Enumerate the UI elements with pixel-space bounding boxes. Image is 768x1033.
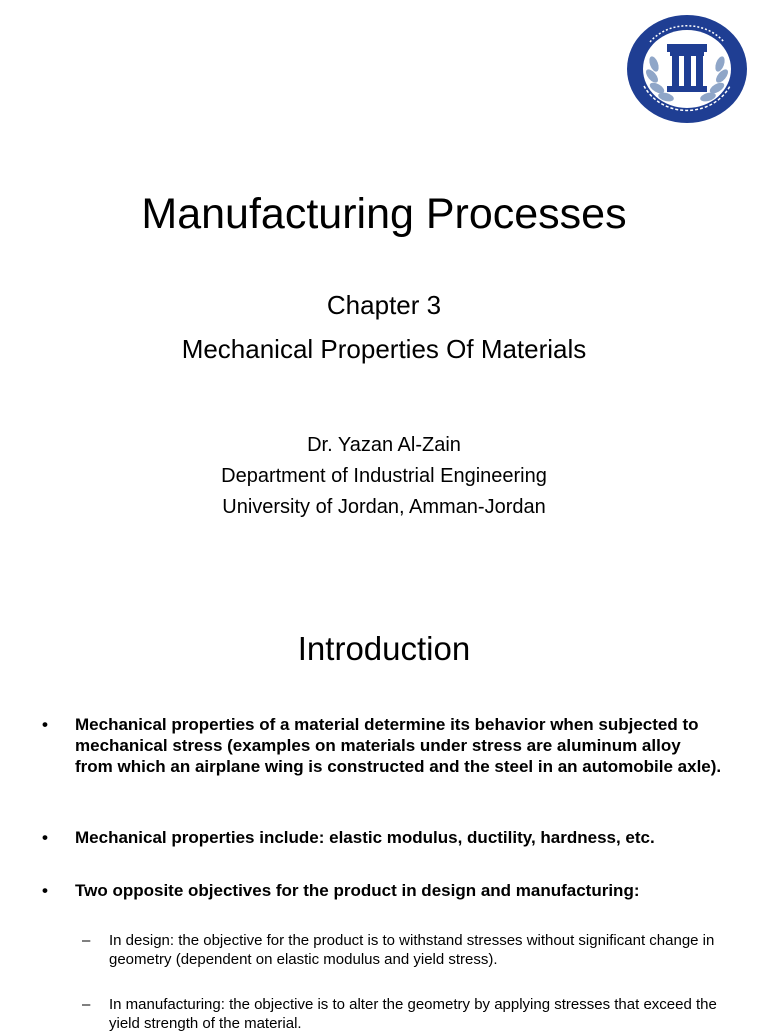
chapter-subtitle: Mechanical Properties Of Materials	[181, 334, 587, 364]
introduction-slide	[0, 576, 768, 1032]
sub-bullet-mark: –	[82, 996, 91, 1013]
list-item	[42, 880, 722, 901]
sub-bullet-text: In design: the objective for the product is to withstand stresses without significant change in geometry (dependent on elastic modulus and yield stress).	[109, 932, 715, 968]
bullet-text: Mechanical properties include: elastic modulus, ductility, hardness, etc.	[75, 828, 655, 847]
philadelphia-university-seal-icon	[626, 14, 748, 124]
chapter-label: Chapter 3	[326, 290, 442, 320]
sub-list-item	[82, 931, 732, 969]
author-university: University of Jordan, Amman-Jordan	[222, 496, 546, 518]
bullet-mark: •	[42, 715, 48, 734]
list-item	[42, 827, 722, 848]
presentation-title: Manufacturing Processes	[141, 190, 627, 238]
slide-title: Introduction	[297, 630, 471, 667]
bullet-text: Mechanical properties of a material determine its behavior when subjected to mechanical stress (examples on materials under stress are aluminum alloy from which an airplane wing is constructed and the steel in an automobile axle).	[75, 715, 722, 776]
bullet-text: Two opposite objectives for the product in design and manufacturing:	[75, 881, 640, 900]
bullet-mark: •	[42, 828, 48, 847]
sub-bullet-mark: –	[82, 932, 91, 949]
university-logo	[626, 14, 748, 124]
sub-bullet-text: In manufacturing: the objective is to alter the geometry by applying stresses that exceed the yield strength of the material.	[109, 996, 717, 1032]
list-item	[42, 714, 722, 777]
author-department: Department of Industrial Engineering	[221, 465, 547, 487]
bullet-mark: •	[42, 881, 48, 900]
author-block	[0, 430, 768, 523]
author-name: Dr. Yazan Al-Zain	[307, 434, 461, 456]
sub-list-item	[82, 995, 732, 1033]
